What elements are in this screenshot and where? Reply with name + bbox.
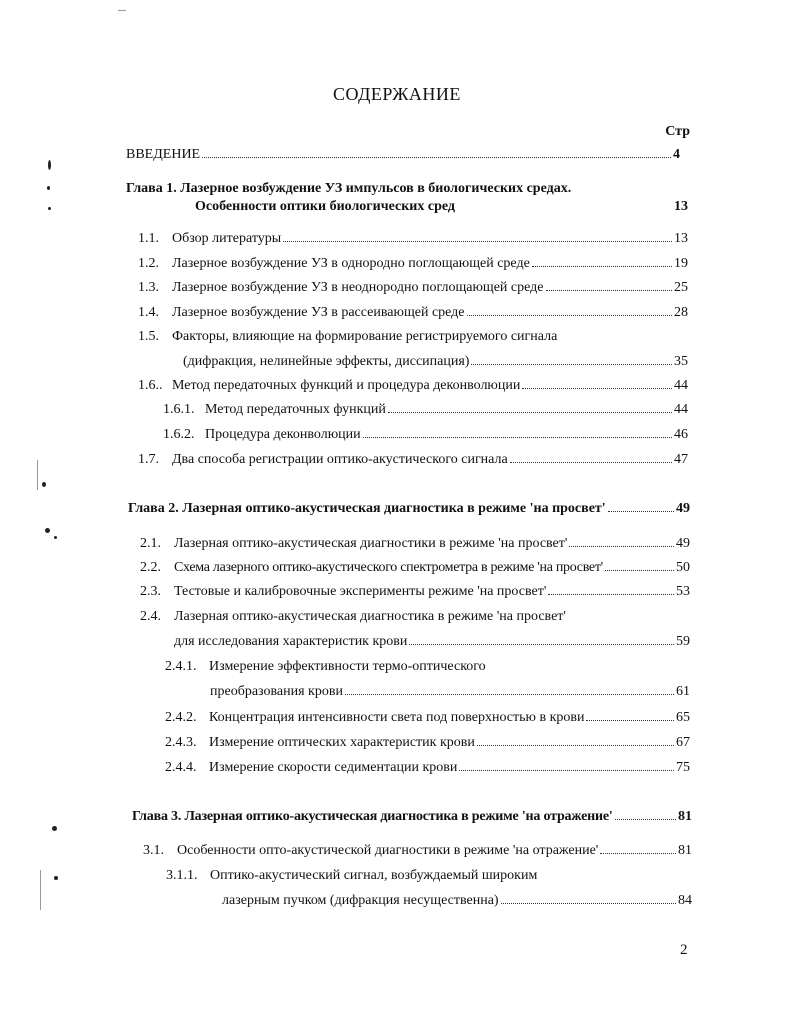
toc-entry-page: 13 <box>674 199 688 214</box>
toc-entry-number: 1.6.1. <box>163 402 195 417</box>
toc-entry-number: 1.5. <box>138 329 159 344</box>
toc-entry-text: Измерение скорости седиментации крови <box>209 760 458 775</box>
leader-dots <box>548 593 674 595</box>
toc-entry-text: ВВЕДЕНИЕ <box>126 147 201 162</box>
scan-speck <box>54 876 58 880</box>
leader-dots <box>345 693 674 695</box>
leader-dots <box>467 314 672 316</box>
toc-entry-2-4 <box>174 633 690 651</box>
leader-dots <box>600 852 676 854</box>
page-number: 2 <box>680 942 688 958</box>
toc-entry-1-5-line1 <box>138 328 557 346</box>
toc-entry-page: 47 <box>674 452 688 467</box>
chapter-3-title: Глава 3. Лазерная оптико-акустическая диагностика в режиме 'на отражение' <box>132 809 613 824</box>
toc-entry-2-4-1 <box>210 683 690 701</box>
toc-entry-number: 2.4.3. <box>165 735 197 750</box>
scan-speck <box>48 160 51 170</box>
leader-dots <box>477 744 674 746</box>
toc-entry-1-4 <box>138 304 688 322</box>
toc-entry-page: 4 <box>673 147 680 162</box>
toc-entry-1-2 <box>138 255 688 273</box>
toc-entry-number: 2.3. <box>140 584 161 599</box>
toc-entry-page: 81 <box>678 809 692 824</box>
toc-entry-page: 59 <box>676 634 690 649</box>
toc-entry-text: Оптико-акустический сигнал, возбуждаемый широким <box>210 868 538 883</box>
toc-entry-page: 61 <box>676 684 690 699</box>
leader-dots <box>569 545 674 547</box>
toc-entry-number: 1.7. <box>138 452 159 467</box>
toc-entry-text: Особенности опто-акустической диагностики в режиме 'на отражение' <box>177 843 599 858</box>
toc-entry-number: 3.1. <box>143 843 164 858</box>
toc-entry-2-4-2 <box>165 709 690 727</box>
toc-entry-page: 44 <box>674 402 688 417</box>
toc-entry-1-6-2 <box>163 426 688 444</box>
toc-entry-page: 28 <box>674 305 688 320</box>
toc-entry-text: Концентрация интенсивности света под поверхностью в крови <box>209 710 585 725</box>
toc-entry-text: Лазерное возбуждение УЗ в однородно поглощающей среде <box>172 256 530 271</box>
toc-entry-number: 2.2. <box>140 560 161 575</box>
leader-dots <box>510 461 672 463</box>
toc-entry-page: 46 <box>674 427 688 442</box>
toc-entry-text: Лазерное возбуждение УЗ в неоднородно поглощающей среде <box>172 280 544 295</box>
leader-dots <box>363 436 672 438</box>
toc-entry-number: 1.6.. <box>138 378 163 393</box>
toc-entry-text: Обзор литературы <box>172 231 282 246</box>
toc-entry-number: 1.6.2. <box>163 427 195 442</box>
toc-entry-number: 2.1. <box>140 536 161 551</box>
toc-entry-1-7 <box>138 451 688 469</box>
toc-entry-text-cont: преобразования крови <box>210 684 343 699</box>
toc-entry-ch3 <box>132 808 692 826</box>
toc-entry-page: 65 <box>676 710 690 725</box>
toc-entry-2-4-1-line1 <box>165 658 486 676</box>
toc-entry-2-4-3 <box>165 734 690 752</box>
toc-entry-1-1 <box>138 230 688 248</box>
leader-dots <box>388 411 672 413</box>
toc-entry-text: Измерение оптических характеристик крови <box>209 735 475 750</box>
toc-entry-page: 25 <box>674 280 688 295</box>
scan-speck <box>52 826 57 831</box>
toc-entry-1-6-1 <box>163 401 688 419</box>
leader-dots <box>409 643 674 645</box>
leader-dots <box>283 240 672 242</box>
toc-entry-2-4-line1 <box>140 608 566 626</box>
toc-entry-page: 35 <box>674 354 688 369</box>
leader-dots <box>615 818 676 820</box>
toc-entry-number: 1.2. <box>138 256 159 271</box>
toc-entry-text: Факторы, влияющие на формирование регистрируемого сигнала <box>172 329 558 344</box>
toc-entry-1-6 <box>138 377 688 395</box>
toc-entry-number: 2.4.4. <box>165 760 197 775</box>
leader-dots <box>532 265 672 267</box>
scan-speck <box>42 482 46 487</box>
toc-entry-3-1-1 <box>222 892 692 910</box>
toc-entry-text-cont: лазерным пучком (дифракция несущественна) <box>222 893 499 908</box>
scan-speck <box>47 186 50 190</box>
scan-edge-line <box>118 10 126 11</box>
leader-dots <box>471 363 672 365</box>
toc-entry-text: Лазерное возбуждение УЗ в рассеивающей среде <box>172 305 465 320</box>
toc-entry-number: 3.1.1. <box>166 868 198 883</box>
toc-entry-1-5 <box>183 353 688 371</box>
toc-entry-page: 49 <box>676 536 690 551</box>
toc-entry-2-3 <box>140 583 690 601</box>
leader-dots <box>202 156 671 158</box>
toc-entry-text: Метод передаточных функций <box>205 402 386 417</box>
page-column-header: Стр <box>665 124 690 139</box>
toc-entry-page: 49 <box>676 501 690 516</box>
scan-speck <box>45 528 50 533</box>
toc-entry-2-4-4 <box>165 759 690 777</box>
toc-entry-ch1 <box>195 198 688 216</box>
toc-entry-intro <box>126 146 680 164</box>
chapter-1-title-line2: Особенности оптики биологических сред <box>195 199 455 214</box>
leader-dots <box>605 569 674 571</box>
toc-entry-text-cont: (дифракция, нелинейные эффекты, диссипация) <box>183 354 470 369</box>
chapter-1-title-line1: Глава 1. Лазерное возбуждение УЗ импульсов в биологических средах. <box>126 181 572 196</box>
toc-entry-text: Метод передаточных функций и процедура деконволюции <box>172 378 521 393</box>
chapter-2-title: Глава 2. Лазерная оптико-акустическая диагностика в режиме 'на просвет' <box>128 501 606 516</box>
scan-edge-line <box>37 460 38 490</box>
toc-entry-number: 1.3. <box>138 280 159 295</box>
toc-entry-page: 44 <box>674 378 688 393</box>
toc-entry-page: 13 <box>674 231 688 246</box>
toc-entry-page: 84 <box>678 893 692 908</box>
toc-entry-page: 75 <box>676 760 690 775</box>
toc-entry-2-1 <box>140 535 690 553</box>
toc-entry-text: Измерение эффективности термо-оптического <box>209 659 486 674</box>
scan-edge-line <box>40 870 41 910</box>
toc-entry-text: Тестовые и калибровочные эксперименты режиме 'на просвет' <box>174 584 547 599</box>
toc-entry-text: Лазерная оптико-акустическая диагностики в режиме 'на просвет' <box>174 536 568 551</box>
toc-entry-number: 2.4.1. <box>165 659 197 674</box>
toc-entry-ch2 <box>128 500 690 518</box>
toc-entry-number: 1.4. <box>138 305 159 320</box>
toc-entry-text: Процедура деконволюции <box>205 427 361 442</box>
toc-entry-3-1 <box>143 842 692 860</box>
toc-entry-number: 1.1. <box>138 231 159 246</box>
leader-dots <box>586 719 674 721</box>
toc-entry-1-3 <box>138 279 688 297</box>
toc-entry-page: 19 <box>674 256 688 271</box>
toc-entry-page: 53 <box>676 584 690 599</box>
leader-dots <box>522 387 672 389</box>
toc-entry-text: Два способа регистрации оптико-акустического сигнала <box>172 452 508 467</box>
toc-entry-text-cont: для исследования характеристик крови <box>174 634 408 649</box>
toc-entry-page: 50 <box>676 560 690 575</box>
toc-entry-2-2 <box>140 559 690 577</box>
leader-dots <box>546 289 673 291</box>
toc-entry-text: Лазерная оптико-акустическая диагностика в режиме 'на просвет' <box>174 609 566 624</box>
toc-entry-number: 2.4. <box>140 609 161 624</box>
toc-entry-text: Схема лазерного оптико-акустического спектрометра в режиме 'на просвет' <box>174 560 603 575</box>
page-title: СОДЕРЖАНИЕ <box>333 84 461 104</box>
toc-entry-number: 2.4.2. <box>165 710 197 725</box>
toc-entry-page: 81 <box>678 843 692 858</box>
toc-entry-3-1-1-line1 <box>166 867 537 885</box>
scan-speck <box>48 207 51 210</box>
scan-speck <box>54 536 57 539</box>
toc-entry-page: 67 <box>676 735 690 750</box>
leader-dots <box>608 510 674 512</box>
leader-dots <box>459 769 674 771</box>
leader-dots <box>501 902 676 904</box>
